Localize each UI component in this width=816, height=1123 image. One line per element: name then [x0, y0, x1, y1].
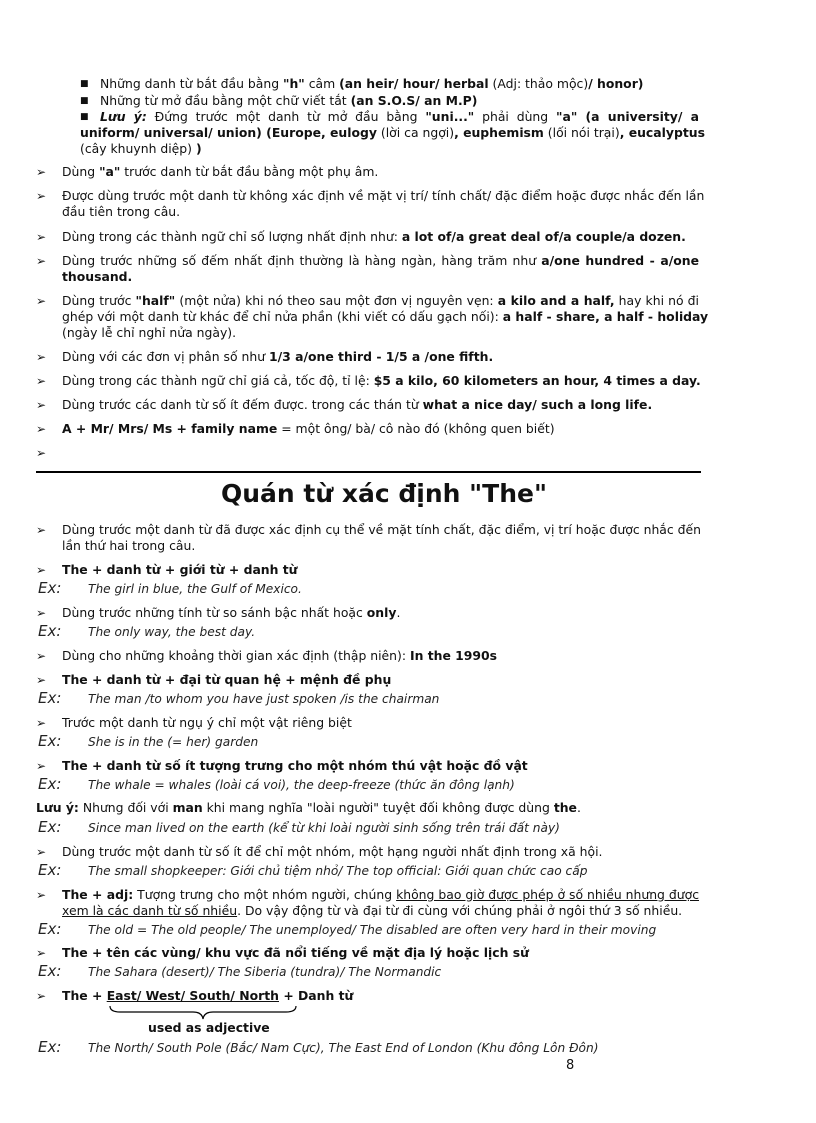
example-text: The only way, the best day.: [88, 625, 256, 639]
rule-half-line2: ghép với một danh từ khác để chỉ nửa phần (khi viết có dấu gạch nối): a half - share, a half - holiday: [62, 309, 709, 324]
arrow-bullet-icon: ➢: [36, 294, 47, 308]
example-label: Ex:: [38, 579, 62, 597]
rule-indefinite-noun-line2: đầu tiên trong câu.: [62, 204, 181, 219]
rule-price-speed: Dùng trong các thành ngữ chỉ giá cả, tốc độ, tỉ lệ: $5 a kilo, 60 kilometers an hour, 4 times a day.: [62, 373, 701, 388]
arrow-bullet-icon: ➢: [36, 606, 47, 620]
the-rule-social-group: Dùng trước một danh từ số ít để chỉ một nhóm, một hạng người nhất định trong xã hội.: [62, 844, 603, 859]
rule-hundreds: Dùng trước những số đếm nhất định thường là hàng ngàn, hàng trăm như a/one hundred - a/one: [62, 253, 699, 268]
rule-half-line3: (ngày lễ chỉ nghỉ nửa ngày).: [62, 325, 237, 340]
bullet-silent-h: Những danh từ bắt đầu bằng "h" câm (an heir/ hour/ herbal (Adj: thảo mộc)/ honor): [100, 76, 644, 91]
the-rule-adjective-line2: xem là các danh từ số nhiều. Do vậy động từ và đại từ đi cùng với chúng phải ở ngôi thứ 3 số nhiều.: [62, 903, 683, 918]
example-label: Ex:: [38, 622, 62, 640]
arrow-bullet-icon: ➢: [36, 230, 47, 244]
arrow-bullet-icon: ➢: [36, 946, 47, 960]
example-label: Ex:: [38, 920, 62, 938]
arrow-bullet-icon: ➢: [36, 989, 47, 1003]
arrow-bullet-icon: ➢: [36, 673, 47, 687]
square-bullet-icon: ■: [80, 79, 89, 89]
the-rule-directions: The + East/ West/ South/ North + Danh từ: [62, 988, 354, 1003]
arrow-bullet-icon: ➢: [36, 422, 47, 436]
example-text: The Sahara (desert)/ The Siberia (tundra)/ The Normandic: [88, 965, 442, 979]
bullet-uni-note-line2: uniform/ universal/ union) (Europe, eulogy (lời ca ngợi), euphemism (lối nói trại), eucalyptus: [80, 125, 705, 140]
note-man: Lưu ý: Nhưng đối với man khi mang nghĩa "loài người" tuyệt đối không được dùng the.: [36, 800, 581, 815]
arrow-bullet-icon: ➢: [36, 716, 47, 730]
example-text: She is in the (= her) garden: [88, 735, 259, 749]
page-number: 8: [566, 1058, 575, 1073]
the-rule-prep: The + danh từ + giới từ + danh từ: [62, 562, 298, 577]
example-text: The girl in blue, the Gulf of Mexico.: [88, 582, 302, 596]
example-label: Ex:: [38, 775, 62, 793]
square-bullet-icon: ■: [80, 96, 89, 106]
arrow-bullet-icon: ➢: [36, 446, 47, 460]
rule-mr-mrs: A + Mr/ Mrs/ Ms + family name = một ông/ bà/ cô nào đó (không quen biết): [62, 421, 555, 436]
arrow-bullet-icon: ➢: [36, 759, 47, 773]
arrow-bullet-icon: ➢: [36, 649, 47, 663]
bullet-uni-note-line3: (cây khuynh diệp) ): [80, 141, 202, 156]
section-title: Quán từ xác định "The": [220, 479, 547, 508]
arrow-bullet-icon: ➢: [36, 888, 47, 902]
example-text: The North/ South Pole (Bắc/ Nam Cực), The East End of London (Khu đông Lôn Đôn): [88, 1041, 599, 1055]
the-rule-relative: The + danh từ + đại từ quan hệ + mệnh đề phụ: [62, 672, 392, 687]
example-text: The old = The old people/ The unemployed/ The disabled are often very hard in their moving: [88, 923, 657, 937]
arrow-bullet-icon: ➢: [36, 350, 47, 364]
the-rule-superlative: Dùng trước những tính từ so sánh bậc nhất hoặc only.: [62, 605, 401, 620]
rule-exclamations: Dùng trước các danh từ số ít đếm được. trong các thán từ what a nice day/ such a long life.: [62, 397, 653, 412]
example-text: The man /to whom you have just spoken /is the chairman: [88, 692, 440, 706]
example-label: Ex:: [38, 1038, 62, 1056]
the-rule-regions: The + tên các vùng/ khu vực đã nổi tiếng về mặt địa lý hoặc lịch sử: [62, 945, 529, 960]
the-rule-decades: Dùng cho những khoảng thời gian xác định (thập niên): In the 1990s: [62, 648, 498, 663]
the-rule-species: The + danh từ số ít tượng trưng cho một nhóm thú vật hoặc đồ vật: [62, 758, 528, 773]
rule-fractions: Dùng với các đơn vị phân số như 1/3 a/one third - 1/5 a /one fifth.: [62, 349, 494, 364]
arrow-bullet-icon: ➢: [36, 165, 47, 179]
arrow-bullet-icon: ➢: [36, 189, 47, 203]
bullet-uni-note: Lưu ý: Đứng trước một danh từ mở đầu bằng "uni..." phải dùng "a" (a university/ a: [100, 109, 699, 124]
example-label: Ex:: [38, 818, 62, 836]
rule-hundreds-line2: thousand.: [62, 269, 133, 284]
the-rule-specific: Trước một danh từ ngụ ý chỉ một vật riêng biệt: [62, 715, 352, 730]
brace-caption: used as adjective: [148, 1020, 270, 1035]
example-text: Since man lived on the earth (kể từ khi loài người sinh sống trên trái đất này): [88, 821, 560, 835]
arrow-bullet-icon: ➢: [36, 845, 47, 859]
arrow-bullet-icon: ➢: [36, 398, 47, 412]
the-rule-defined-noun-line2: lần thứ hai trong câu.: [62, 538, 196, 553]
rule-indefinite-noun: Được dùng trước một danh từ không xác định về mặt vị trí/ tính chất/ đặc điểm hoặc được nhắc đến lần: [62, 188, 705, 203]
arrow-bullet-icon: ➢: [36, 374, 47, 388]
example-text: The whale = whales (loài cá voi), the deep-freeze (thức ăn đông lạnh): [88, 778, 515, 792]
bullet-abbreviation: Những từ mở đầu bằng một chữ viết tắt (an S.O.S/ an M.P): [100, 93, 478, 108]
the-rule-defined-noun: Dùng trước một danh từ đã được xác định cụ thể về mặt tính chất, đặc điểm, vị trí hoặc được nhắc đến: [62, 522, 701, 537]
arrow-bullet-icon: ➢: [36, 254, 47, 268]
example-label: Ex:: [38, 689, 62, 707]
rule-half: Dùng trước "half" (một nửa) khi nó theo sau một đơn vị nguyên vẹn: a kilo and a half, hay khi nó đi: [62, 293, 699, 308]
example-text: The small shopkeeper: Giới chủ tiệm nhỏ/ The top official: Giới quan chức cao cấp: [88, 864, 588, 878]
rule-consonant: Dùng "a" trước danh từ bắt đầu bằng một phụ âm.: [62, 164, 379, 179]
square-bullet-icon: ■: [80, 112, 89, 122]
rule-quantity-idioms: Dùng trong các thành ngữ chỉ số lượng nhất định như: a lot of/a great deal of/a couple/a dozen.: [62, 229, 686, 244]
section-divider: [36, 471, 701, 473]
the-rule-adjective: The + adj: Tượng trưng cho một nhóm người, chúng không bao giờ được phép ở số nhiều nhưng được: [62, 887, 700, 902]
example-label: Ex:: [38, 861, 62, 879]
arrow-bullet-icon: ➢: [36, 563, 47, 577]
example-label: Ex:: [38, 732, 62, 750]
arrow-bullet-icon: ➢: [36, 523, 47, 537]
example-label: Ex:: [38, 962, 62, 980]
